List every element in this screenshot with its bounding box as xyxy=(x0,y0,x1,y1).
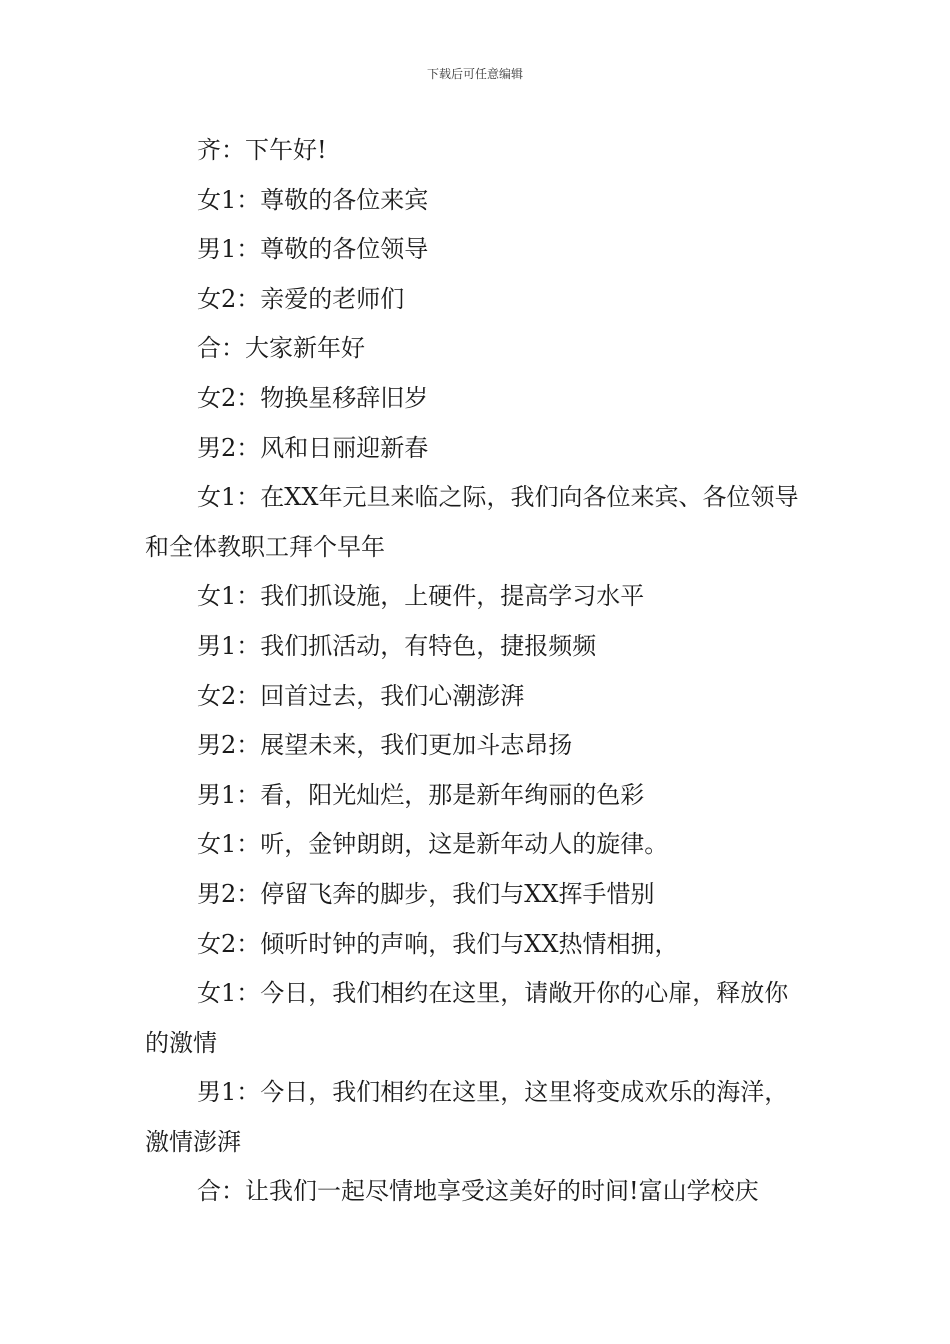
dialogue-line: 女2：回首过去，我们心潮澎湃 xyxy=(197,681,525,710)
dialogue-line: 男2：风和日丽迎新春 xyxy=(197,433,429,462)
dialogue-line: 男2：停留飞奔的脚步，我们与XX挥手惜别 xyxy=(197,879,655,908)
dialogue-line: 女1：听，金钟朗朗，这是新年动人的旋律。 xyxy=(197,830,669,859)
dialogue-line: 女2：物换星移辞旧岁 xyxy=(197,383,429,412)
dialogue-line: 女1：尊敬的各位来宾 xyxy=(197,185,429,214)
dialogue-line: 男1：今日，我们相约在这里，这里将变成欢乐的海洋，激情澎湃 xyxy=(145,1078,789,1156)
dialogue-line: 合：让我们一起尽情地享受这美好的时间!富山学校庆 xyxy=(197,1177,759,1206)
dialogue-line: 女1：今日，我们相约在这里，请敞开你的心扉，释放你的激情 xyxy=(145,979,789,1057)
dialogue-line: 男1：尊敬的各位领导 xyxy=(197,235,429,264)
dialogue-line: 女2：亲爱的老师们 xyxy=(197,284,405,313)
dialogue-line: 男1：我们抓活动，有特色，捷报频频 xyxy=(197,631,597,660)
dialogue-line: 女1：在XX年元旦来临之际，我们向各位来宾、各位领导和全体教职工拜个早年 xyxy=(145,483,799,561)
page-header: 下载后可任意编辑 xyxy=(426,67,523,81)
dialogue-line: 齐：下午好! xyxy=(197,136,327,164)
dialogue-line: 男1：看，阳光灿烂，那是新年绚丽的色彩 xyxy=(197,780,645,809)
dialogue-line: 合：大家新年好 xyxy=(197,334,365,363)
dialogue-line: 女2：倾听时钟的声响，我们与XX热情相拥， xyxy=(197,929,679,958)
document-body xyxy=(145,126,810,1217)
dialogue-line: 女1：我们抓设施，上硬件，提高学习水平 xyxy=(197,582,645,611)
dialogue-line: 男2：展望未来，我们更加斗志昂扬 xyxy=(197,731,573,760)
